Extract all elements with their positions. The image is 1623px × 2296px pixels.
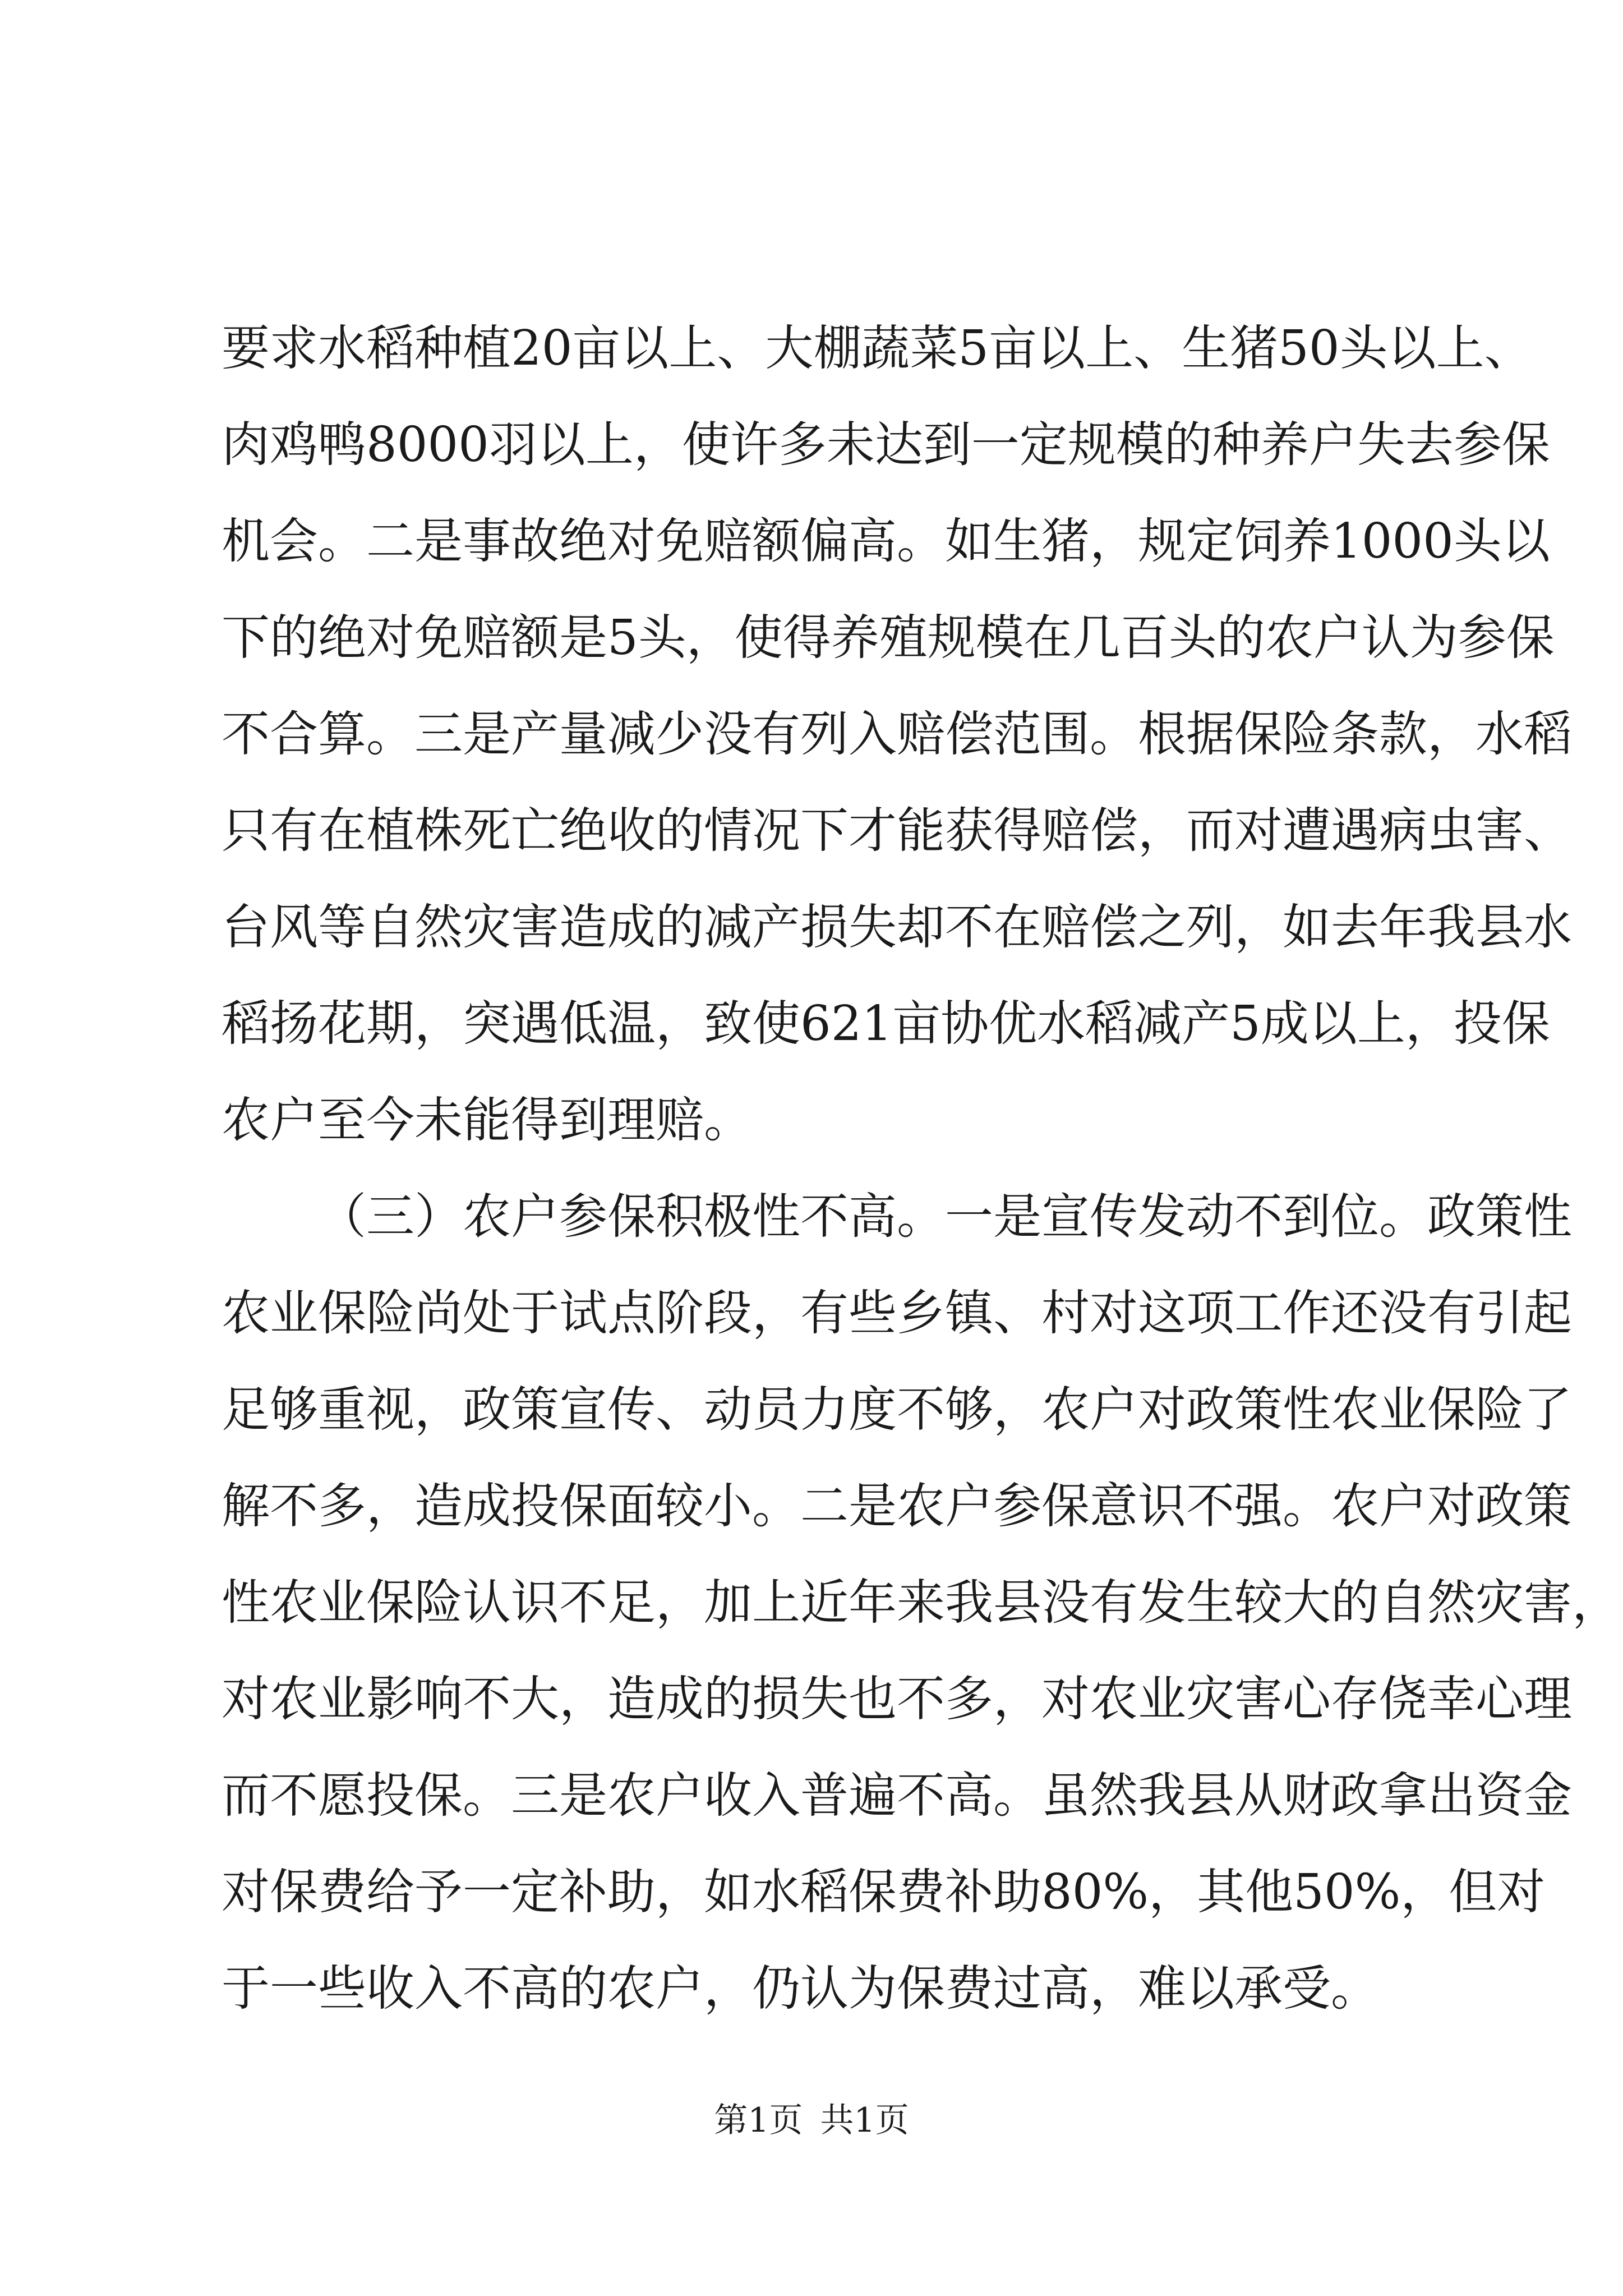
page-total: 共1页: [820, 2101, 909, 2140]
text-line: 肉鸡鸭8000羽以上，使许多未达到一定规模的种养户失去参保: [222, 417, 1550, 473]
paragraph-1: [222, 300, 1572, 1168]
text-line: 台风等自然灾害造成的减产损失却不在赔偿之列，如去年我县水: [222, 899, 1572, 955]
text-line: 农户至今未能得到理赔。: [222, 1092, 752, 1148]
page-footer: [0, 2101, 1623, 2140]
text-line: 不合算。三是产量减少没有列入赔偿范围。根据保险条款，水稻: [222, 706, 1572, 762]
text-line: 下的绝对免赔额是5头，使得养殖规模在几百头的农户认为参保: [222, 610, 1555, 666]
text-line: 机会。二是事故绝对免赔额偏高。如生猪，规定饲养1000头以: [222, 513, 1550, 569]
text-line: 解不多，造成投保面较小。二是农户参保意识不强。农户对政策: [222, 1478, 1572, 1534]
text-line: 要求水稻种植20亩以上、大棚蔬菜5亩以上、生猪50头以上、: [222, 320, 1533, 376]
text-line: 只有在植株死亡绝收的情况下才能获得赔偿，而对遭遇病虫害、: [222, 803, 1572, 859]
text-line: 性农业保险认识不足，加上近年来我县没有发生较大的自然灾害，: [222, 1575, 1620, 1631]
text-line: 稻扬花期，突遇低温，致使621亩协优水稻减产5成以上，投保: [222, 996, 1550, 1052]
document-body: [222, 300, 1620, 2037]
paragraph-2: [222, 1168, 1620, 2037]
text-line: 农业保险尚处于试点阶段，有些乡镇、村对这项工作还没有引起: [222, 1285, 1572, 1341]
text-line: 对保费给予一定补助，如水稻保费补助80%，其他50%，但对: [222, 1864, 1546, 1920]
text-line: 于一些收入不高的农户，仍认为保费过高，难以承受。: [222, 1961, 1379, 2017]
text-line: 而不愿投保。三是农户收入普遍不高。虽然我县从财政拿出资金: [222, 1768, 1572, 1824]
text-line: （三）农户参保积极性不高。一是宣传发动不到位。政策性: [318, 1189, 1572, 1245]
text-line: 对农业影响不大，造成的损失也不多，对农业灾害心存侥幸心理: [222, 1671, 1572, 1727]
text-line: 足够重视，政策宣传、动员力度不够，农户对政策性农业保险了: [222, 1382, 1572, 1438]
page-number: 第1页: [714, 2101, 803, 2140]
